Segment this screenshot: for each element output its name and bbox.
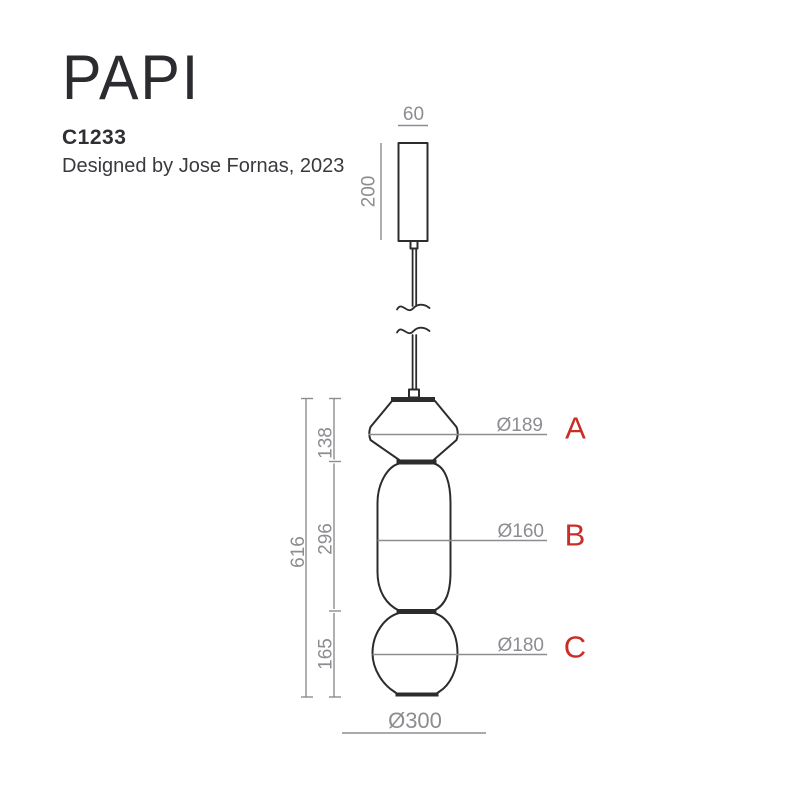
section-a-height-dim-text: 138 [315,427,337,459]
diameter-c-text: Ø180 [497,635,544,656]
junction-b-c-bar [397,609,437,613]
canopy-outline [399,143,428,241]
shade-b-outline [378,464,451,611]
total-height-dim-text: 616 [288,536,309,568]
lamp-bottom-cap-bar [396,693,439,697]
shade-a-outline [369,401,458,461]
lamp-top-cap-bar [391,397,435,401]
diameter-a-text: Ø189 [496,415,543,436]
section-c-height-dim-text: 165 [315,638,337,670]
section-b-height-dim-text: 296 [315,523,337,555]
lamp-cable-connector [409,390,419,398]
overall-diameter-text: Ø300 [388,708,442,733]
section-b-label: B [564,517,586,553]
canopy-width-dim-text: 60 [402,104,425,125]
canopy-height-dim-text: 200 [358,175,380,208]
section-a-label: A [565,410,586,446]
diameter-b-text: Ø160 [497,521,544,542]
product-title: PAPI [62,43,201,113]
cable-break-lower-squiggle [397,328,430,334]
junction-a-b-bar [397,460,437,464]
canopy-cable-gland [411,241,418,249]
shade-c-outline [373,613,458,694]
designer-byline: Designed by Jose Fornas, 2023 [62,155,345,177]
product-model: C1233 [62,126,127,149]
section-c-label: C [563,629,587,665]
